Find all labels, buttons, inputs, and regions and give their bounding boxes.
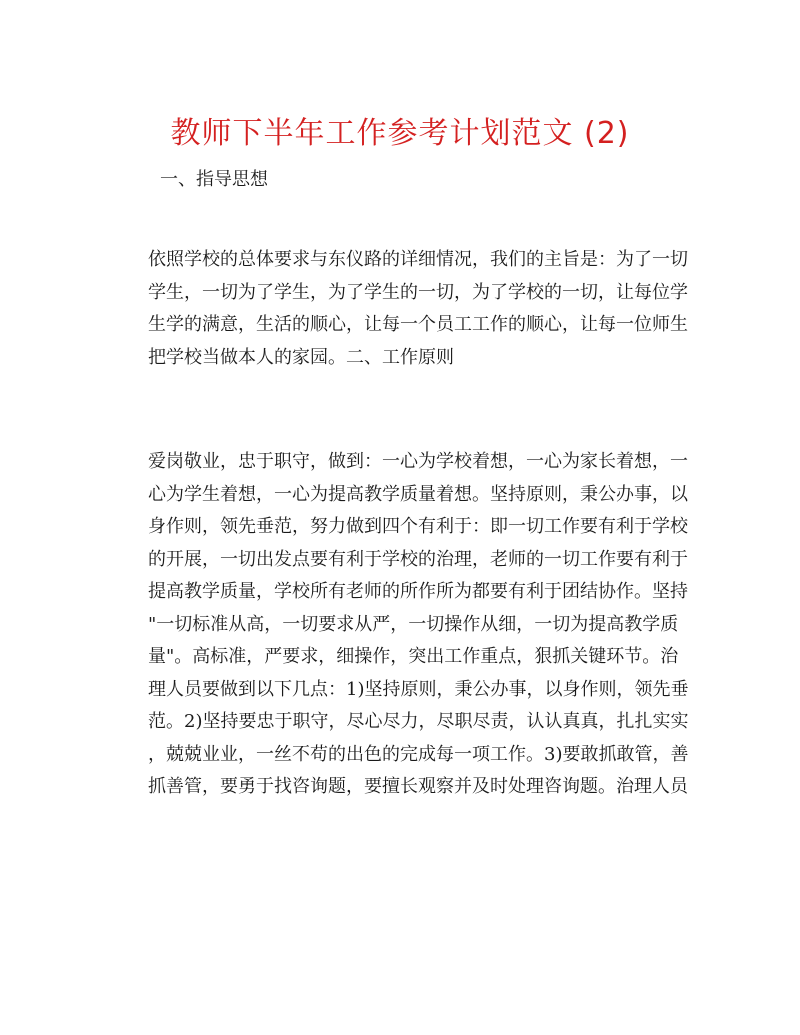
paragraph-work-principles (148, 446, 689, 804)
text-line: 的开展，一切出发点要有利于学校的治理，老师的一切工作要有利于 (148, 548, 688, 570)
text-line: 抓善管，要勇于找咨询题，要擅长观察并及时处理咨询题。治理人员 (148, 776, 688, 797)
text-line: 范。2)坚持要忠于职守，尽心尽力，尽职尽责，认认真真，扎扎实实 (148, 711, 689, 732)
text-line: ，兢兢业业，一丝不苟的出色的完成每一项工作。3)要敢抓敢管，善 (148, 743, 689, 765)
text-line: 依照学校的总体要求与东仪路的详细情况，我们的主旨是：为了一切 (148, 249, 688, 270)
text-line: 身作则，领先垂范，努力做到四个有利于：即一切工作要有利于学校 (148, 516, 688, 537)
text-line: "一切标准从高，一切要求从严，一切操作从细，一切为提高教学质 (148, 613, 679, 635)
text-line: 心为学生着想，一心为提高教学质量着想。坚持原则，秉公办事，以 (148, 483, 688, 505)
text-line: 爱岗敬业，忠于职守，做到：一心为学校着想，一心为家长着想，一 (148, 451, 688, 472)
section-heading-guiding-ideology: 一、指导思想 (160, 169, 268, 190)
text-line: 量"。高标准，严要求，细操作，突出工作重点，狠抓关键环节。治 (148, 646, 679, 667)
text-line: 学生，一切为了学生，为了学生的一切，为了学校的一切，让每位学 (148, 281, 688, 303)
text-line: 生学的满意，生活的顺心，让每一个员工工作的顺心，让每一位师生 (148, 314, 688, 335)
text-line: 把学校当做本人的家园。二、工作原则 (148, 346, 454, 368)
text-line: 提高教学质量，学校所有老师的所作所为都要有利于团结协作。坚持 (148, 581, 688, 602)
paragraph-guiding-ideology (148, 244, 688, 374)
document-title: 教师下半年工作参考计划范文 (2) (170, 116, 630, 151)
text-line: 理人员要做到以下几点：1)坚持原则，秉公办事，以身作则，领先垂 (148, 678, 689, 700)
